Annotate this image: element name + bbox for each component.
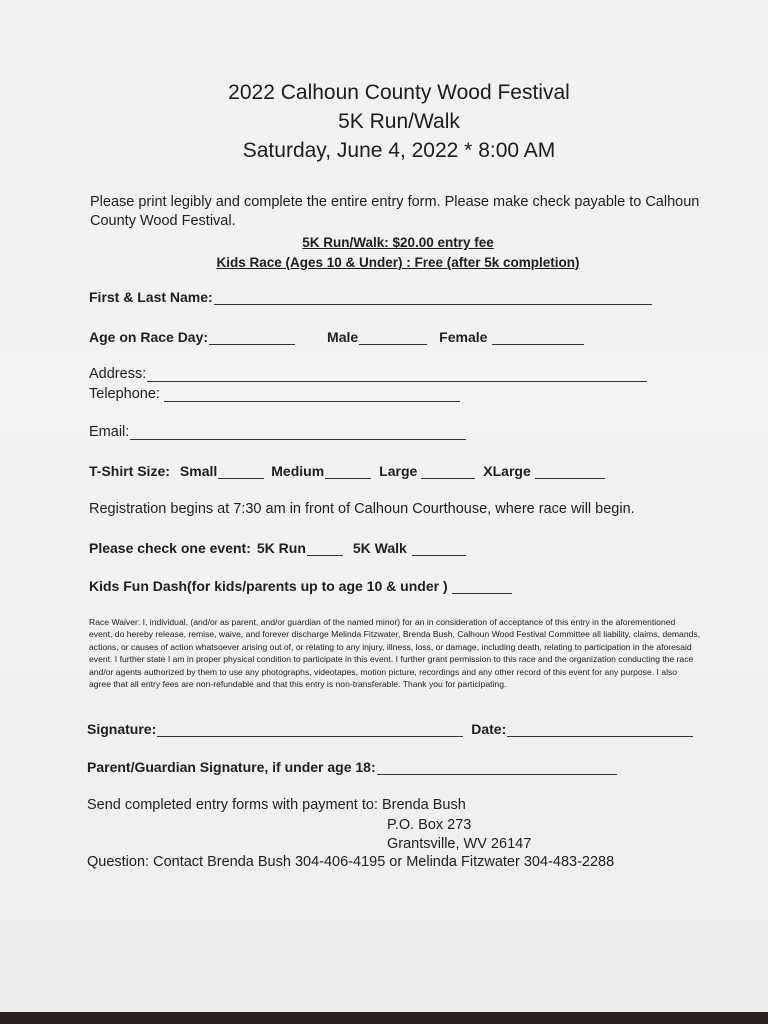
address-row bbox=[89, 366, 647, 382]
signature-label: Signature: bbox=[87, 721, 157, 737]
registration-note: Registration begins at 7:30 am in front of Calhoun Courthouse, where race will begin. bbox=[89, 501, 635, 517]
tshirt-medium-label: Medium bbox=[271, 463, 325, 479]
form-title bbox=[0, 78, 768, 165]
event-row bbox=[89, 540, 466, 556]
name-row bbox=[89, 289, 652, 305]
email-row bbox=[89, 424, 466, 440]
email-blank[interactable] bbox=[130, 427, 466, 440]
fee-info bbox=[0, 233, 768, 273]
tshirt-xlarge-label: XLarge bbox=[483, 463, 531, 479]
tshirt-xlarge-blank[interactable] bbox=[535, 466, 605, 479]
tshirt-medium-blank[interactable] bbox=[325, 466, 371, 479]
kids-dash-label: Kids Fun Dash(for kids/parents up to age 10 & under ) bbox=[89, 578, 448, 594]
male-label: Male bbox=[327, 329, 359, 345]
event-walk-blank[interactable] bbox=[412, 543, 466, 556]
city-state-zip: Grantsville, WV 26147 bbox=[387, 836, 532, 852]
address-label: Address: bbox=[89, 366, 147, 382]
race-title: 5K Run/Walk bbox=[338, 110, 460, 133]
po-box: P.O. Box 273 bbox=[387, 817, 472, 833]
date-blank[interactable] bbox=[507, 724, 693, 737]
kids-dash-blank[interactable] bbox=[452, 581, 512, 594]
female-blank[interactable] bbox=[492, 332, 584, 345]
event-label: Please check one event: bbox=[89, 540, 251, 556]
event-run-label: 5K Run bbox=[256, 540, 306, 556]
address-blank[interactable] bbox=[147, 369, 647, 382]
signature-row bbox=[87, 721, 693, 737]
email-label: Email: bbox=[89, 424, 130, 440]
kids-fee: Kids Race (Ages 10 & Under) : Free (after 5k completion) bbox=[216, 255, 580, 270]
telephone-row bbox=[89, 386, 460, 402]
event-walk-label: 5K Walk bbox=[352, 540, 407, 556]
name-blank[interactable] bbox=[214, 292, 652, 305]
guardian-signature-row bbox=[87, 759, 617, 775]
tshirt-row bbox=[89, 463, 605, 479]
telephone-label: Telephone: bbox=[89, 386, 160, 402]
tshirt-small-blank[interactable] bbox=[218, 466, 264, 479]
female-label: Female bbox=[439, 329, 488, 345]
age-label: Age on Race Day: bbox=[89, 329, 209, 345]
signature-blank[interactable] bbox=[157, 724, 463, 737]
age-gender-row bbox=[89, 329, 584, 345]
date-label: Date: bbox=[471, 721, 507, 737]
kids-dash-row bbox=[89, 578, 512, 594]
tshirt-large-blank[interactable] bbox=[421, 466, 475, 479]
male-blank[interactable] bbox=[359, 332, 427, 345]
race-waiver: Race Waiver: I, individual, (and/or as parent, and/or guardian of the named minor) for an in consideration of acceptance of this entry in the aforementioned event, do hereby release, remise, waive, and forever discharge Melinda Fitzwater, Brenda Bush, Calhoun Wood Festival Committee all liability, claims, demands, actions, or causes of action whatsoever arising out of, or relating to any injury, illness, loss, or damage, including death, relating to participation in the aforesaid event. I further state I am in proper physical condition to participate in this event. I further grant permission to this race and the organization conducting the race and/or agents authorized by them to use any photographs, videotapes, motion picture, recordings and any other record of this event for any purpose. I also agree that all entry fees are non-refundable and that this entry is non-transferable. Thank you for participating. bbox=[89, 617, 701, 690]
race-date: Saturday, June 4, 2022 * 8:00 AM bbox=[242, 139, 556, 162]
instructions: Please print legibly and complete the entire entry form. Please make check payable to Calhoun County Wood Festival. bbox=[90, 194, 700, 229]
name-label: First & Last Name: bbox=[89, 289, 213, 305]
guardian-signature-blank[interactable] bbox=[377, 762, 617, 775]
age-blank[interactable] bbox=[209, 332, 295, 345]
table-surface bbox=[0, 1012, 768, 1024]
event-run-blank[interactable] bbox=[307, 543, 343, 556]
tshirt-small-label: Small bbox=[179, 463, 218, 479]
telephone-blank[interactable] bbox=[164, 389, 460, 402]
guardian-signature-label: Parent/Guardian Signature, if under age 18: bbox=[87, 759, 376, 775]
send-to: Send completed entry forms with payment to: Brenda Bush bbox=[87, 797, 466, 813]
contact-question: Question: Contact Brenda Bush 304-406-4195 or Melinda Fitzwater 304-483-2288 bbox=[87, 854, 615, 870]
tshirt-large-label: Large bbox=[379, 463, 418, 479]
festival-title: 2022 Calhoun County Wood Festival bbox=[228, 81, 570, 104]
tshirt-label: T-Shirt Size: bbox=[89, 463, 170, 479]
adult-fee: 5K Run/Walk: $20.00 entry fee bbox=[302, 235, 494, 250]
